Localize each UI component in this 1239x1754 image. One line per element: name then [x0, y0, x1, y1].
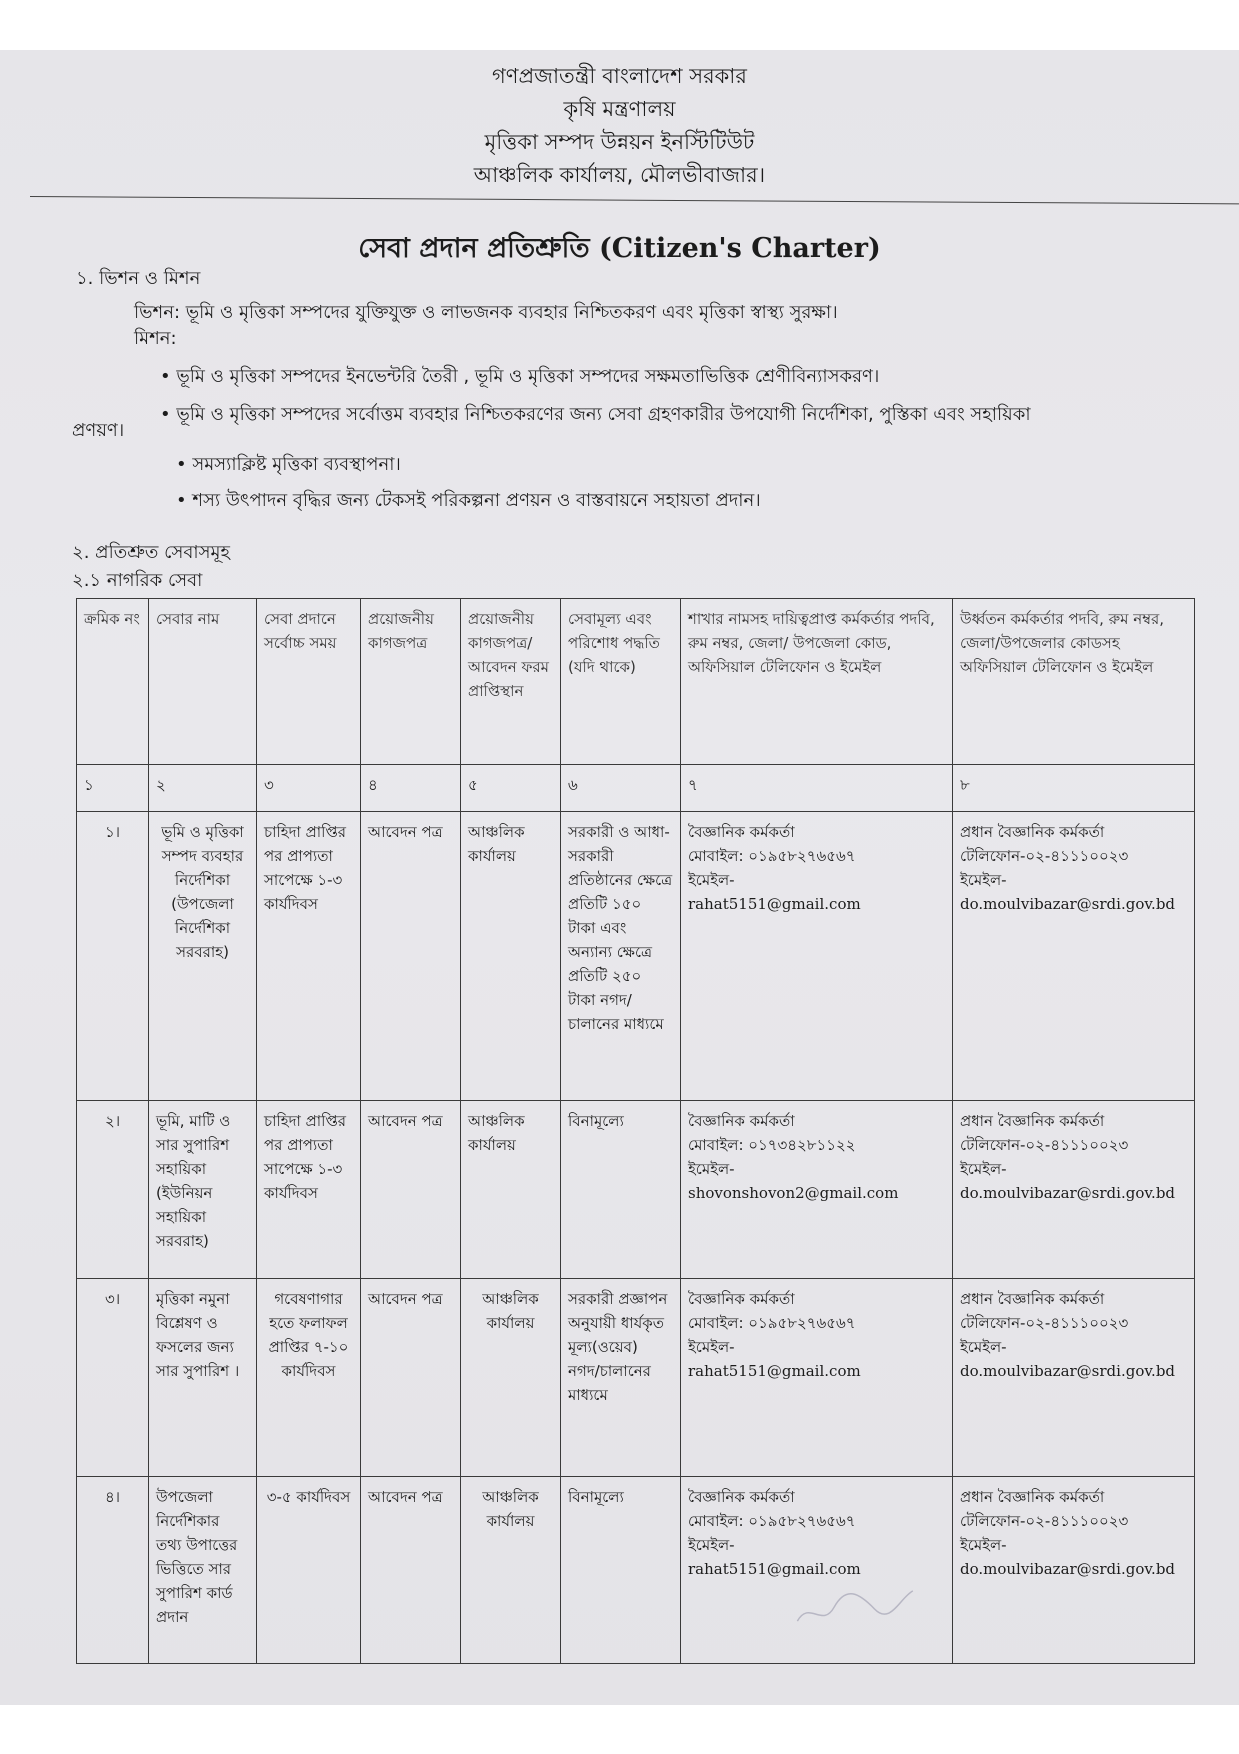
- senior-title: প্রধান বৈজ্ঞানিক কর্মকর্তা: [960, 1290, 1105, 1309]
- senior-officer-cell: [953, 812, 1195, 1100]
- docs-cell: আবেদন পত্র: [361, 1100, 461, 1279]
- officer-cell: [681, 1100, 953, 1279]
- fee-cell: বিনামূল্যে: [561, 1476, 681, 1663]
- column-number: ৮: [953, 764, 1195, 812]
- officer-mobile: মোবাইল: ০১৯৫৮২৭৬৫৬৭: [688, 1511, 856, 1530]
- senior-email-label: ইমেইল-: [960, 1535, 1007, 1554]
- officer-title: বৈজ্ঞানিক কর্মকর্তা: [688, 1111, 795, 1130]
- fee-cell: সরকারী ও আধা-সরকারী প্রতিষ্ঠানের ক্ষেত্রে প্রতিটি ১৫০ টাকা এবং অন্যান্য ক্ষেত্রে প্রতিটি ২৫০ টাকা নগদ/চালানের মাধ্যমে: [561, 812, 681, 1100]
- service-name-cell: উপজেলা নির্দেশিকার তথ্য উপাত্তের ভিত্তিতে সার সুপারিশ কার্ড প্রদান: [149, 1476, 257, 1663]
- serial-cell: ৩।: [77, 1279, 149, 1477]
- senior-email: do.moulvibazar@srdi.gov.bd: [960, 1362, 1176, 1381]
- senior-email: do.moulvibazar@srdi.gov.bd: [960, 1559, 1176, 1578]
- column-number: ৩: [257, 764, 361, 812]
- column-number: ৫: [461, 764, 561, 812]
- mission-item: • ভূমি ও মৃত্তিকা সম্পদের ইনভেন্টরি তৈরী , ভূমি ও মৃত্তিকা সম্পদের সক্ষমতাভিত্তিক শ্রেণীবিন্যাসকরণ।: [160, 366, 880, 387]
- institute-name: মৃত্তিকা সম্পদ উন্নয়ন ইনস্টিটিউট: [484, 130, 755, 154]
- mission-item: • শস্য উৎপাদন বৃদ্ধির জন্য টেকসই পরিকল্পনা প্রণয়ন ও বাস্তবায়নে সহায়তা প্রদান।: [176, 490, 761, 511]
- ministry-name: কৃষি মন্ত্রণালয়: [563, 97, 676, 121]
- mission-label: মিশন:: [134, 328, 177, 349]
- docs-cell: আবেদন পত্র: [361, 812, 461, 1100]
- mission-item-continued: প্রণয়ণ।: [72, 420, 125, 441]
- docs-cell: আবেদন পত্র: [361, 1279, 461, 1477]
- officer-title: বৈজ্ঞানিক কর্মকর্তা: [688, 823, 795, 842]
- mission-item: • ভূমি ও মৃত্তিকা সম্পদের সর্বোত্তম ব্যবহার নিশ্চিতকরণের জন্য সেবা গ্রহণকারীর উপযোগী নির্দেশিকা, পুস্তিকা এবং সহায়িকা: [160, 404, 1031, 425]
- vision-text: ভিশন: ভূমি ও মৃত্তিকা সম্পদের যুক্তিযুক্ত ও লাভজনক ব্যবহার নিশ্চিতকরণ এবং মৃত্তিকা স্বাস্থ্য সুরক্ষা।: [134, 302, 838, 323]
- section1-heading: ১. ভিশন ও মিশন: [76, 268, 201, 289]
- fee-cell: সরকারী প্রজ্ঞাপন অনুযায়ী ধার্যকৃত মূল্য(ওয়েব) নগদ/চালানের মাধ্যমে: [561, 1279, 681, 1477]
- citizen-service-table: [76, 598, 1195, 1664]
- officer-email: shovonshovon2@gmail.com: [688, 1183, 899, 1202]
- table-row: [77, 812, 1195, 1100]
- senior-officer-cell: [953, 1279, 1195, 1477]
- senior-title: প্রধান বৈজ্ঞানিক কর্মকর্তা: [960, 1111, 1105, 1130]
- senior-phone: টেলিফোন-০২-৪১১১০০২৩: [960, 847, 1129, 866]
- service-name-cell: মৃত্তিকা নমুনা বিশ্লেষণ ও ফসলের জন্য সার সুপারিশ ।: [149, 1279, 257, 1477]
- column-number-row: [77, 764, 1195, 812]
- column-number: ৬: [561, 764, 681, 812]
- senior-officer-cell: [953, 1100, 1195, 1279]
- fee-cell: বিনামূল্যে: [561, 1100, 681, 1279]
- column-number: ৭: [681, 764, 953, 812]
- service-name-cell: ভূমি, মাটি ও সার সুপারিশ সহায়িকা (ইউনিয়ন সহায়িকা সরবরাহ): [149, 1100, 257, 1279]
- officer-email-label: ইমেইল-: [688, 1338, 735, 1357]
- officer-email-label: ইমেইল-: [688, 1159, 735, 1178]
- senior-title: প্রধান বৈজ্ঞানিক কর্মকর্তা: [960, 1487, 1105, 1506]
- column-number: ২: [149, 764, 257, 812]
- docs-cell: আবেদন পত্র: [361, 1476, 461, 1663]
- senior-phone: টেলিফোন-০২-৪১১১০০২৩: [960, 1314, 1129, 1333]
- column-number: ৪: [361, 764, 461, 812]
- serial-cell: ১।: [77, 812, 149, 1100]
- senior-email-label: ইমেইল-: [960, 871, 1007, 890]
- source-cell: আঞ্চলিক কার্যালয়: [461, 1476, 561, 1663]
- senior-officer-cell: [953, 1476, 1195, 1663]
- officer-email-label: ইমেইল-: [688, 1535, 735, 1554]
- senior-phone: টেলিফোন-০২-৪১১১০০২৩: [960, 1511, 1129, 1530]
- source-cell: আঞ্চলিক কার্যালয়: [461, 1100, 561, 1279]
- header-max-time: সেবা প্রদানে সর্বোচ্চ সময়: [257, 599, 361, 765]
- govt-name: গণপ্রজাতন্ত্রী বাংলাদেশ সরকার: [492, 64, 747, 88]
- source-cell: আঞ্চলিক কার্যালয়: [461, 1279, 561, 1477]
- time-cell: চাহিদা প্রাপ্তির পর প্রাপ্যতা সাপেক্ষে ১-৩ কার্যদিবস: [257, 1100, 361, 1279]
- officer-email-label: ইমেইল-: [688, 871, 735, 890]
- serial-cell: ২।: [77, 1100, 149, 1279]
- officer-cell: [681, 1279, 953, 1477]
- table-row: [77, 1476, 1195, 1663]
- officer-cell: [681, 812, 953, 1100]
- header-required-docs: প্রয়োজনীয় কাগজপত্র: [361, 599, 461, 765]
- header-senior-officer: উর্ধ্বতন কর্মকর্তার পদবি, রুম নম্বর, জেলা/উপজেলার কোডসহ অফিসিয়াল টেলিফোন ও ইমেইল: [953, 599, 1195, 765]
- senior-email-label: ইমেইল-: [960, 1338, 1007, 1357]
- time-cell: গবেষণাগার হতে ফলাফল প্রাপ্তির ৭-১০ কার্যদিবস: [257, 1279, 361, 1477]
- table-row: [77, 1100, 1195, 1279]
- header-serial: ক্রমিক নং: [77, 599, 149, 765]
- officer-title: বৈজ্ঞানিক কর্মকর্তা: [688, 1290, 795, 1309]
- senior-email-label: ইমেইল-: [960, 1159, 1007, 1178]
- letterhead: [0, 60, 1239, 192]
- table-row: [77, 1279, 1195, 1477]
- section2-subheading: ২.১ নাগরিক সেবা: [72, 570, 203, 591]
- officer-mobile: মোবাইল: ০১৯৫৮২৭৬৫৬৭: [688, 1314, 856, 1333]
- serial-cell: ৪।: [77, 1476, 149, 1663]
- officer-title: বৈজ্ঞানিক কর্মকর্তা: [688, 1487, 795, 1506]
- officer-email: rahat5151@gmail.com: [688, 895, 861, 914]
- service-name-cell: ভূমি ও মৃত্তিকা সম্পদ ব্যবহার নির্দেশিকা (উপজেলা নির্দেশিকা সরবরাহ): [149, 812, 257, 1100]
- officer-mobile: মোবাইল: ০১৯৫৮২৭৬৫৬৭: [688, 847, 856, 866]
- source-cell: আঞ্চলিক কার্যালয়: [461, 812, 561, 1100]
- section2-heading: ২. প্রতিশ্রুত সেবাসমূহ: [72, 542, 230, 563]
- office-name: আঞ্চলিক কার্যালয়, মৌলভীবাজার।: [473, 163, 766, 187]
- header-fee: সেবামূল্য এবং পরিশোধ পদ্ধতি (যদি থাকে): [561, 599, 681, 765]
- officer-mobile: মোবাইল: ০১৭৩৪২৮১১২২: [688, 1135, 856, 1154]
- header-docs-source: প্রয়োজনীয় কাগজপত্র/ আবেদন ফরম প্রাপ্তিস্থান: [461, 599, 561, 765]
- time-cell: চাহিদা প্রাপ্তির পর প্রাপ্যতা সাপেক্ষে ১-৩ কার্যদিবস: [257, 812, 361, 1100]
- senior-email: do.moulvibazar@srdi.gov.bd: [960, 895, 1176, 914]
- column-number: ১: [77, 764, 149, 812]
- header-officer: শাখার নামসহ দায়িত্বপ্রাপ্ত কর্মকর্তার পদবি, রুম নম্বর, জেলা/ উপজেলা কোড, অফিসিয়াল টেলিফোন ও ইমেইল: [681, 599, 953, 765]
- document-title: সেবা প্রদান প্রতিশ্রুতি (Citizen's Charter): [358, 233, 881, 264]
- time-cell: ৩-৫ কার্যদিবস: [257, 1476, 361, 1663]
- senior-phone: টেলিফোন-০২-৪১১১০০২৩: [960, 1135, 1129, 1154]
- senior-title: প্রধান বৈজ্ঞানিক কর্মকর্তা: [960, 823, 1105, 842]
- header-service-name: সেবার নাম: [149, 599, 257, 765]
- table-header-row: [77, 599, 1195, 765]
- senior-email: do.moulvibazar@srdi.gov.bd: [960, 1183, 1176, 1202]
- mission-item: • সমস্যাক্লিষ্ট মৃত্তিকা ব্যবস্থাপনা।: [176, 454, 401, 475]
- officer-email: rahat5151@gmail.com: [688, 1559, 861, 1578]
- officer-email: rahat5151@gmail.com: [688, 1362, 861, 1381]
